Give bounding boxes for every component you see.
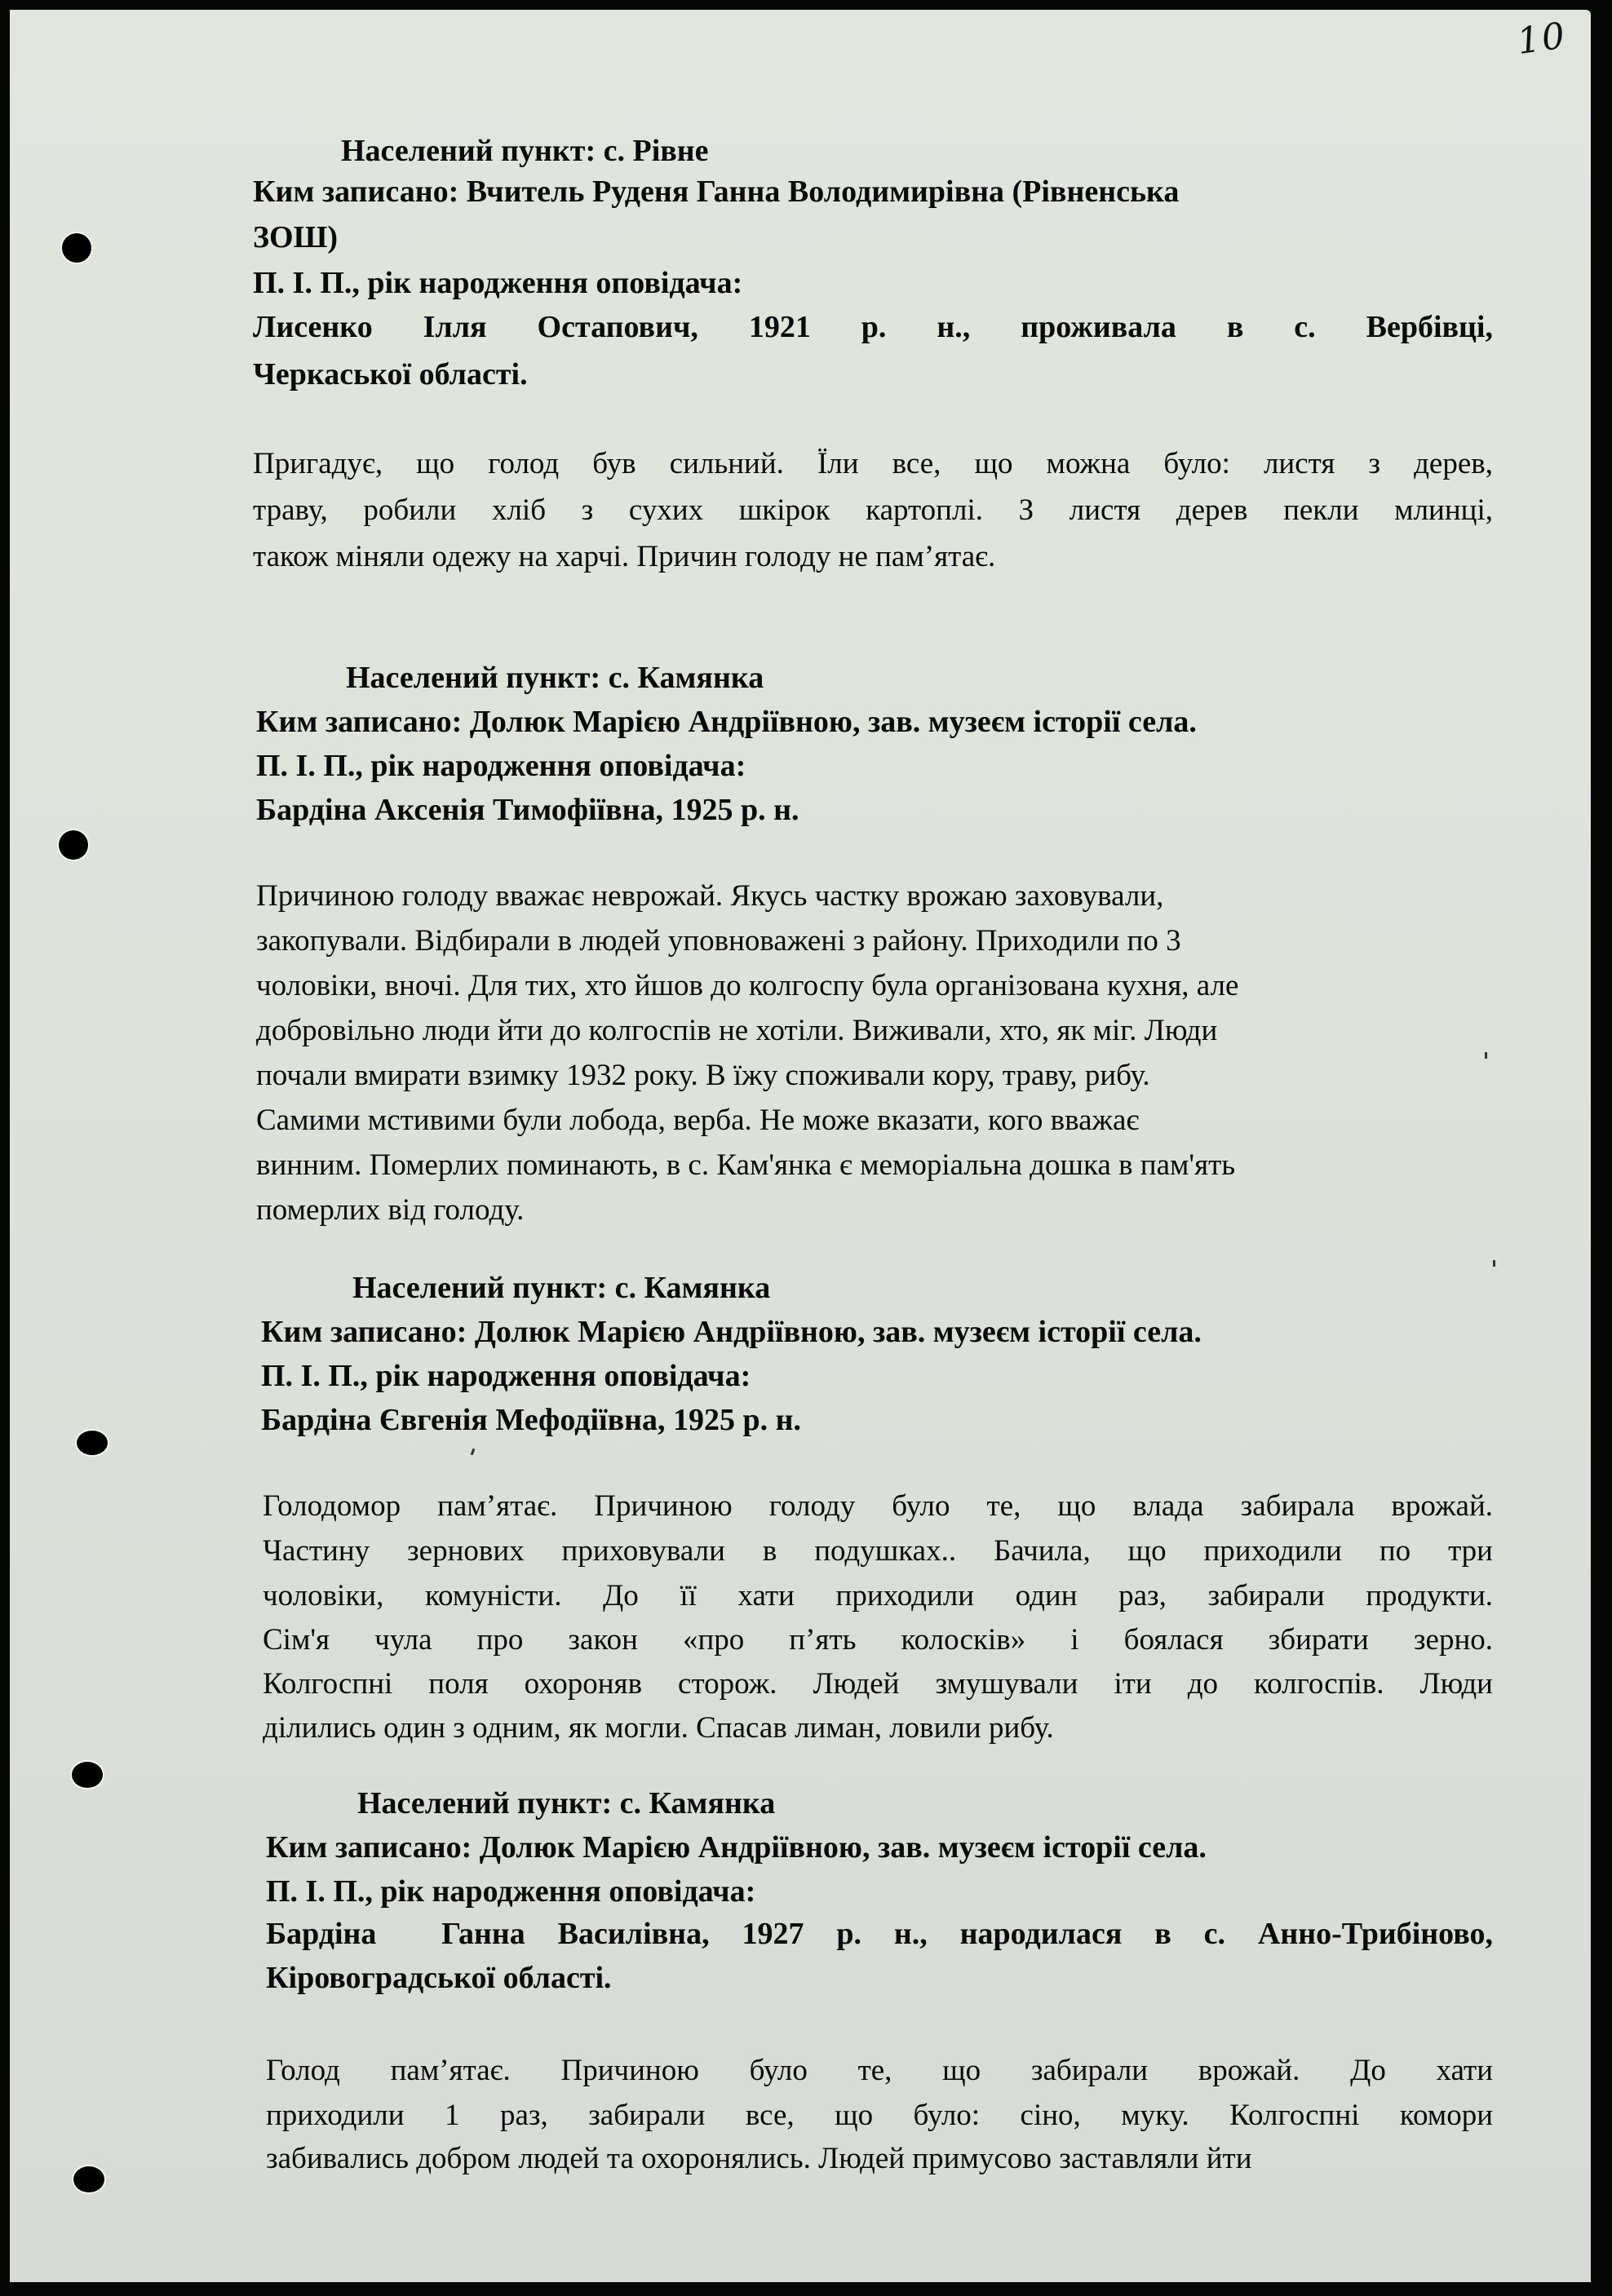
locality: Населений пункт: с. Камянка (357, 1786, 776, 1820)
testimony-line: Голод пам’ятає. Причиною було те, що забирали врожай. До хати (266, 2054, 1493, 2087)
punch-hole (77, 1431, 108, 1455)
testimony-line: Сім'я чула про закон «про п’ять колосків» і боялася збирати зерно. (263, 1623, 1493, 1657)
testimony-line: Голодомор пам’ятає. Причиною голоду було те, що влада забирала врожай. (263, 1489, 1493, 1523)
testimony-line: Пригадує, що голод був сильний. Їли все, що можна було: листя з дерев, (253, 447, 1493, 480)
narrator-label: П. І. П., рік народження оповідача: (256, 749, 746, 783)
testimony-line: ділились один з одним, як могли. Спасав лиман, ловили рибу. (263, 1711, 1054, 1745)
locality: Населений пункт: с. Камянка (352, 1271, 771, 1305)
narrator-info: Бардіна Євгенія Мефодіївна, 1925 р. н. (261, 1403, 802, 1437)
narrator-label: П. І. П., рік народження оповідача: (266, 1874, 756, 1909)
punch-hole (62, 233, 91, 263)
punch-hole (72, 1762, 103, 1788)
recorded-by: Ким записано: Вчитель Руденя Ганна Володимирівна (Рівненська (253, 175, 1180, 209)
testimony-line: закопували. Відбирали в людей уповноважені з району. Приходили по 3 (256, 924, 1181, 958)
narrator-info: Бардіна Аксенія Тимофіївна, 1925 р. н. (256, 793, 799, 827)
narrator-info: Черкаської області. (253, 357, 528, 392)
recorded-by: ЗОШ) (253, 220, 338, 254)
narrator-label: П. І. П., рік народження оповідача: (261, 1359, 751, 1393)
testimony-line: Самими мстивими були лобода, верба. Не може вказати, кого вважає (256, 1104, 1140, 1137)
testimony-line: чоловіки, комуністи. До її хати приходили один раз, забирали продукти. (263, 1579, 1493, 1613)
narrator-info: Бардіна Ганна Василівна, 1927 р. н., народилася в с. Анно-Трибіново, (266, 1917, 1493, 1951)
testimony-line: траву, робили хліб з сухих шкірок картоплі. З листя дерев пекли млинці, (253, 493, 1493, 527)
testimony-line: винним. Померлих поминають, в с. Кам'янка є меморіальна дошка в пам'ять (256, 1148, 1236, 1182)
handwritten-page-number: 10 (1514, 15, 1570, 63)
testimony-line: добровільно люди йти до колгоспів не хотіли. Виживали, хто, як міг. Люди (256, 1014, 1218, 1047)
locality: Населений пункт: с. Камянка (346, 661, 764, 695)
testimony-line: почали вмирати взимку 1932 року. В їжу споживали кору, траву, рибу. (256, 1059, 1150, 1092)
testimony-line: чоловіки, вночі. Для тих, хто йшов до колгоспу була організована кухня, але (256, 969, 1239, 1002)
testimony-line: Причиною голоду вважає неврожай. Якусь частку врожаю заховували, (256, 879, 1164, 913)
punch-hole (73, 2166, 104, 2192)
testimony-line: також міняли одежу на харчі. Причин голоду не пам’ятає. (253, 540, 996, 573)
recorded-by: Ким записано: Долюк Марією Андріївною, зав. музеєм історії села. (256, 705, 1197, 739)
testimony-line: померлих від голоду. (256, 1193, 525, 1227)
testimony-line: Колгоспні поля охороняв сторож. Людей змушували іти до колгоспів. Люди (263, 1667, 1493, 1701)
scan-speck (1493, 1260, 1495, 1267)
locality: Населений пункт: с. Рівне (341, 134, 709, 168)
punch-hole (59, 830, 88, 860)
recorded-by: Ким записано: Долюк Марією Андріївною, зав. музеєм історії села. (266, 1830, 1207, 1865)
narrator-label: П. І. П., рік народження оповідача: (253, 266, 743, 300)
scan-speck (1485, 1052, 1487, 1059)
recorded-by: Ким записано: Долюк Марією Андріївною, зав. музеєм історії села. (261, 1315, 1202, 1349)
narrator-info: Лисенко Ілля Остапович, 1921 р. н., проживала в с. Вербівці, (253, 310, 1493, 344)
narrator-info: Кіровоградської області. (266, 1961, 612, 1995)
testimony-line: Частину зернових приховували в подушках.. Бачила, що приходили по три (263, 1534, 1493, 1568)
testimony-line: приходили 1 раз, забирали все, що було: сіно, муку. Колгоспні комори (266, 2099, 1493, 2132)
testimony-line: забивались добром людей та охоронялись. Людей примусово заставляли йти (266, 2142, 1252, 2175)
